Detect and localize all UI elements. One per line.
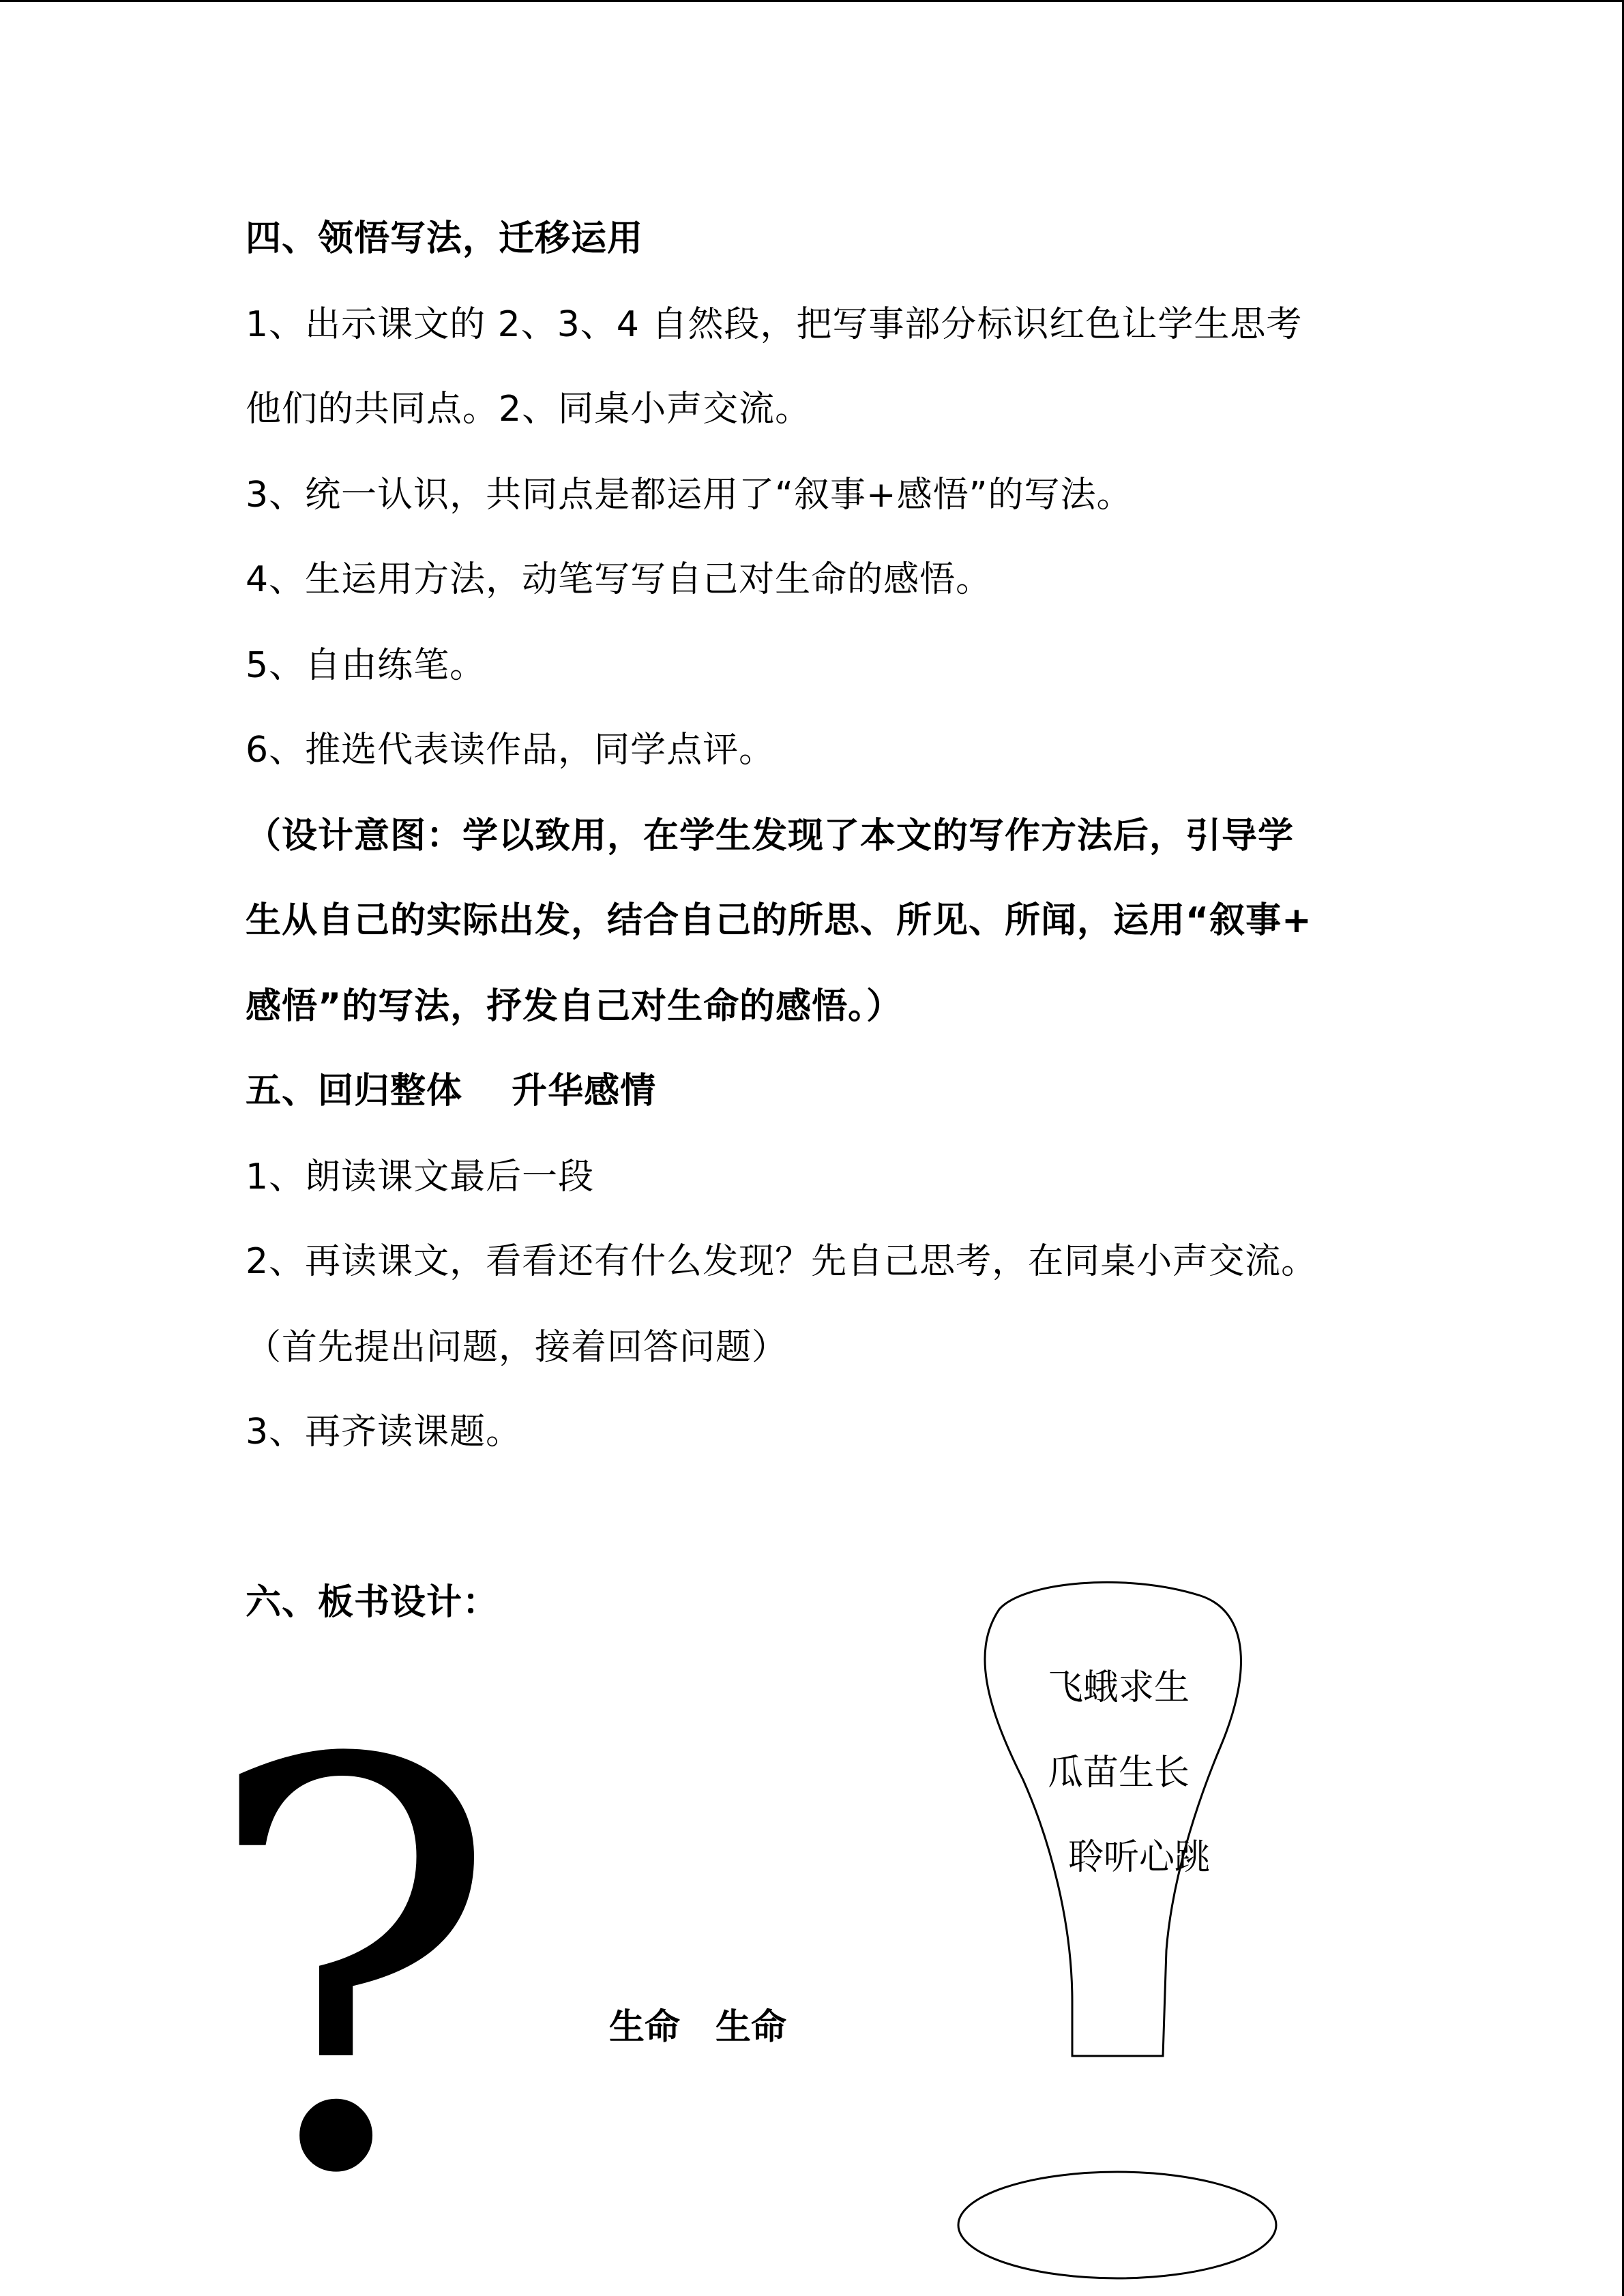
paragraph-line: 4、生运用方法，动笔写写自己对生命的感悟。 [246,559,992,600]
base-ellipse [958,2172,1276,2278]
bottle-item: 瓜苗生长 [1048,1753,1190,1793]
bottle-item: 聆听心跳 [1068,1837,1211,1878]
heading-section-4: 四、领悟写法，迁移运用 [246,218,644,259]
design-intent-line: 感悟”的写法，抒发自己对生命的感悟。） [246,986,903,1027]
heading-section-6: 六、板书设计： [246,1582,499,1623]
paragraph-line: 1、出示课文的 2、3、4 自然段，把写事部分标识红色让学生思考 [246,304,1303,345]
bottle-item: 飞蛾求生 [1048,1667,1190,1708]
paragraph-line: 3、统一认识，共同点是都运用了“叙事+感悟”的写法。 [246,475,1133,516]
question-mark-glyph: ? [201,1645,501,2296]
paragraph-line: 1、朗读课文最后一段 [246,1157,595,1197]
design-intent-line: （设计意图：学以致用，在学生发现了本文的写作方法后，引导学 [246,816,1295,856]
heading-section-5: 五、回归整体 升华感情 [246,1071,657,1112]
paragraph-line: 他们的共同点。2、同桌小声交流。 [246,389,812,430]
bottle-outline [985,1582,1241,2056]
paragraph-line: 2、再读课文，看看还有什么发现？先自己思考，在同桌小声交流。 [246,1241,1318,1282]
paragraph-line: 6、推选代表读作品，同学点评。 [246,730,776,771]
board-center-label: 生命 生命 [609,2007,787,2048]
paragraph-line: （首先提出问题，接着回答问题） [246,1327,788,1368]
paragraph-line: 3、再齐读课题。 [246,1412,522,1452]
design-intent-line: 生从自己的实际出发，结合自己的所思、所见、所闻，运用“叙事+ [246,900,1312,941]
paragraph-line: 5、自由练笔。 [246,645,486,686]
top-border [0,0,1624,2]
